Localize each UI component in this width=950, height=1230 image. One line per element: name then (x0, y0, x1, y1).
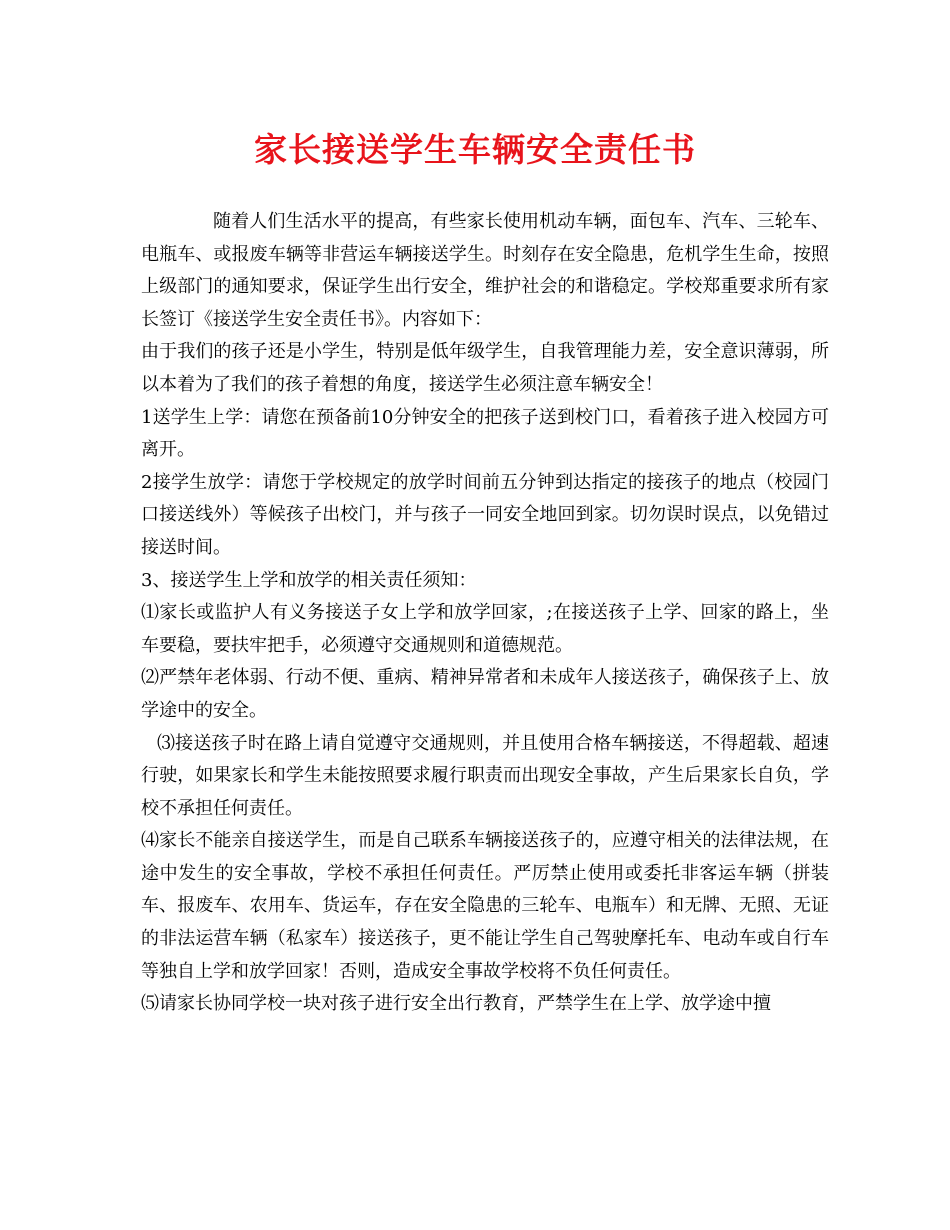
clause-1: ⑴家长或监护人有义务接送子女上学和放学回家，;在接送孩子上学、回家的路上，坐车要稳，要扶牢把手，必须遵守交通规则和道德规范。 (141, 602, 829, 656)
clause-2: ⑵严禁年老体弱、行动不便、重病、精神异常者和未成年人接送孩子，确保孩子上、放学途中的安全。 (141, 667, 829, 721)
clause-3: ⑶接送孩子时在路上请自觉遵守交通规则，并且使用合格车辆接送，不得超载、超速行驶，如果家长和学生未能按照要求履行职责而出现安全事故，产生后果家长自负，学校不承担任何责任。 (141, 732, 829, 819)
document-body (141, 206, 829, 1021)
clause-4: ⑷家长不能亲自接送学生，而是自己联系车辆接送孩子的，应遵守相关的法律法规，在途中发生的安全事故，学校不承担任何责任。严厉禁止使用或委托非客运车辆（拼装车、报废车、农用车、货运车，存在安全隐患的三轮车、电瓶车）和无牌、无照、无证的非法运营车辆（私家车）接送孩子，更不能让学生自己驾驶摩托车、电动车或自行车等独自上学和放学回家！否则，造成安全事故学校将不负任何责任。 (141, 830, 829, 982)
item-2-pick-up: 2接学生放学：请您于学校规定的放学时间前五分钟到达指定的接孩子的地点（校园门口接送线外）等候孩子出校门，并与孩子一同安全地回到家。切勿误时误点，以免错过接送时间。 (141, 471, 829, 558)
intro-paragraph: 随着人们生活水平的提高，有些家长使用机动车辆，面包车、汽车、三轮车、电瓶车、或报废车辆等非营运车辆接送学生。时刻存在安全隐患，危机学生生命，按照上级部门的通知要求，保证学生出行安全，维护社会的和谐稳定。学校郑重要求所有家长签订《接送学生安全责任书》。内容如下： (141, 211, 829, 330)
item-1-drop-off: 1送学生上学：请您在预备前10分钟安全的把孩子送到校门口，看着孩子进入校园方可离开。 (141, 406, 829, 461)
item-3-heading: 3、接送学生上学和放学的相关责任须知： (141, 569, 477, 591)
purpose-paragraph: 由于我们的孩子还是小学生，特别是低年级学生，自我管理能力差，安全意识薄弱，所以本着为了我们的孩子着想的角度，接送学生必须注意车辆安全！ (141, 341, 829, 395)
clause-5: ⑸请家长协同学校一块对孩子进行安全出行教育，严禁学生在上学、放学途中擅 (141, 993, 771, 1015)
document-title: 家长接送学生车辆安全责任书 (254, 130, 696, 169)
